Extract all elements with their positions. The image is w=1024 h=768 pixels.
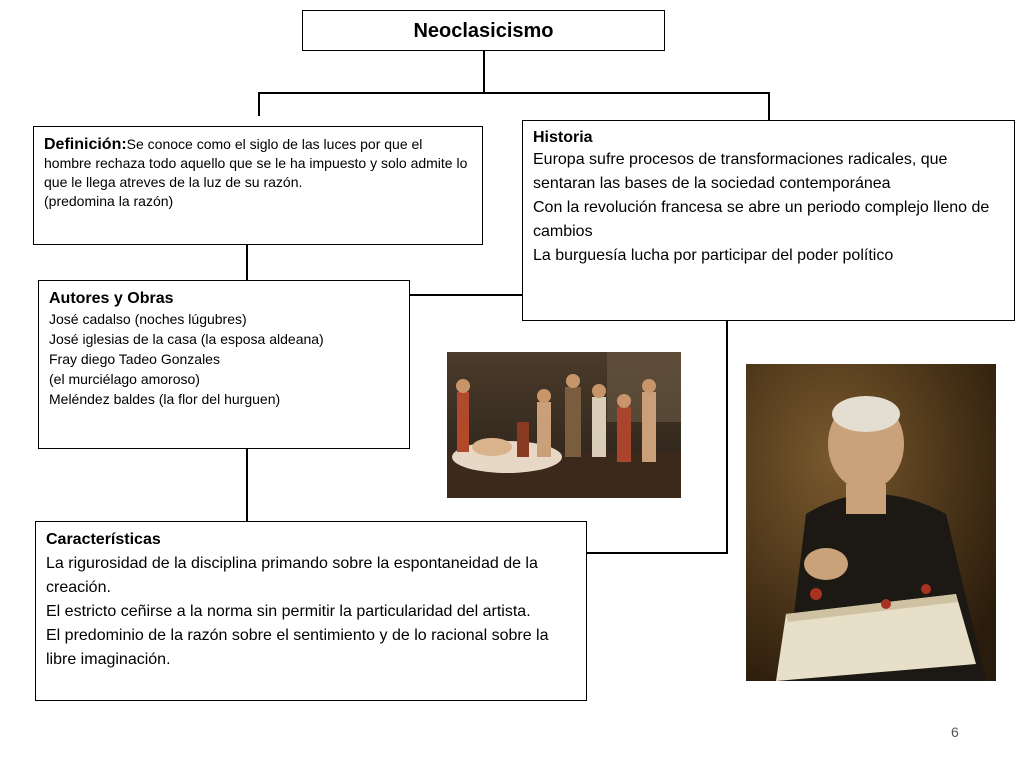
caracteristicas-line: El predominio de la razón sobre el sentimiento y de lo racional sobre la libre imaginación.: [46, 627, 549, 668]
connector-horizontal-top: [258, 92, 769, 94]
autores-line: José cadalso (noches lúgubres): [49, 311, 247, 327]
caracteristicas-line: El estricto ceñirse a la norma sin permitir la particularidad del artista.: [46, 603, 531, 620]
connector-historia-to-caracteristicas: [587, 552, 728, 554]
neoclassical-painting-image: [447, 352, 681, 498]
caracteristicas-line: La rigurosidad de la disciplina primando sobre la espontaneidad de la creación.: [46, 555, 538, 596]
autores-line: Meléndez baldes (la flor del hurguen): [49, 391, 281, 407]
definicion-text: Se conoce como el siglo de las luces por que el hombre rechaza todo aquello que se le ha impuesto y solo admite lo que le llega atreves de la luz de su razón.: [44, 136, 468, 190]
definicion-label: Definición:: [44, 136, 127, 153]
connector-autores-to-caracteristicas: [246, 449, 248, 521]
definicion-note: (predomina la razón): [44, 193, 174, 209]
autores-label: Autores y Obras: [49, 290, 174, 307]
connector-left-drop: [258, 92, 260, 116]
connector-autores-to-historia: [410, 294, 522, 296]
page-title: Neoclasicismo: [413, 20, 554, 42]
portrait-painting-image: [746, 364, 996, 681]
historia-line: Con la revolución francesa se abre un periodo complejo lleno de cambios: [533, 199, 990, 240]
title-box: [302, 10, 665, 51]
connector-right-drop: [768, 92, 770, 120]
historia-box: [522, 120, 1015, 321]
connector-title-down: [483, 51, 485, 93]
historia-line: Europa sufre procesos de transformaciones radicales, que sentaran las bases de la sociedad contemporánea: [533, 151, 948, 192]
autores-box: [38, 280, 410, 449]
autores-line: Fray diego Tadeo Gonzales: [49, 351, 220, 367]
historia-line: La burguesía lucha por participar del poder político: [533, 247, 894, 264]
connector-def-to-autores: [246, 245, 248, 280]
caracteristicas-label: Características: [46, 531, 161, 548]
autores-line: (el murciélago amoroso): [49, 371, 200, 387]
definicion-box: [33, 126, 483, 245]
historia-label: Historia: [533, 129, 593, 146]
caracteristicas-box: [35, 521, 587, 701]
page-number: 6: [951, 724, 959, 740]
connector-historia-down: [726, 321, 728, 553]
autores-line: José iglesias de la casa (la esposa aldeana): [49, 331, 324, 347]
